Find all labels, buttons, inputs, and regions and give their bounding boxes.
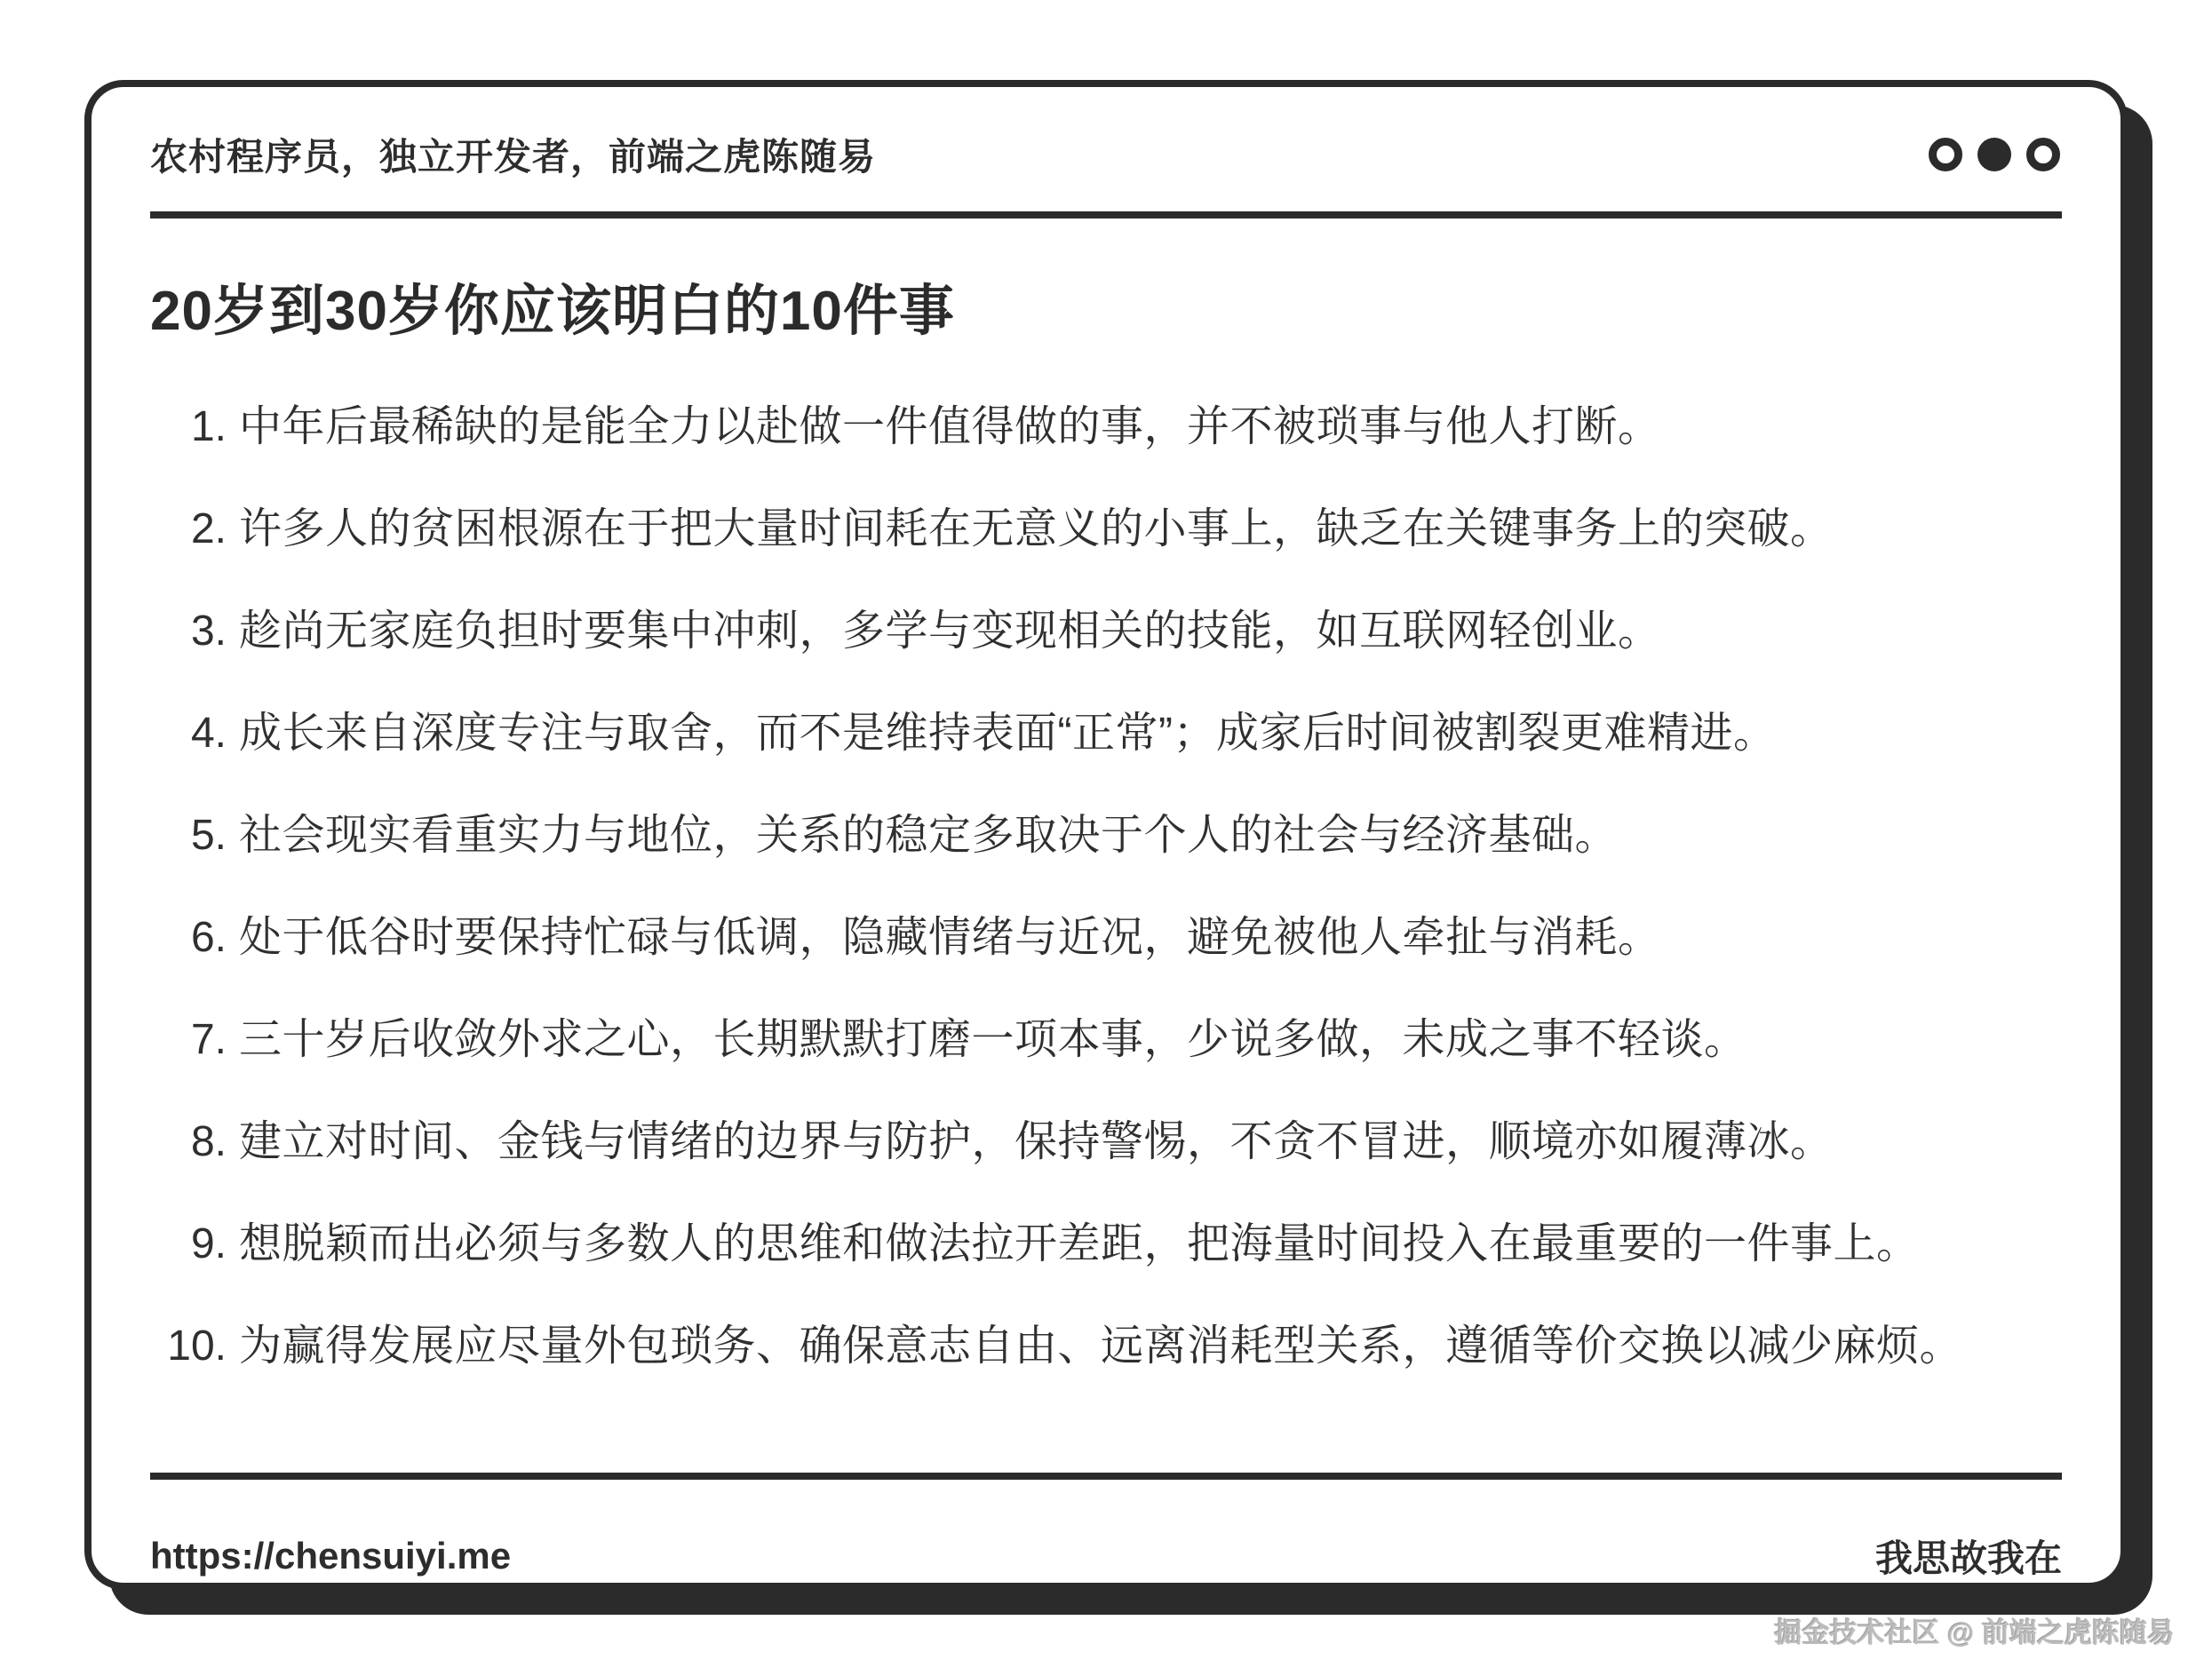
header-divider [150,211,2062,218]
list-item-number: 2. [190,505,227,552]
window-dot-outline-right-icon [2026,138,2060,171]
list-item-number: 6. [190,914,227,961]
list-item [150,1209,2062,1270]
list-item-text: 三十岁后收敛外求之心，长期默默打磨一项本事，少说多做，未成之事不轻谈。 [239,1016,1747,1063]
list-item-number: 9. [190,1220,227,1267]
list-item [150,1107,2062,1168]
website-url: https://chensuiyi.me [150,1535,512,1577]
list-item-number: 5. [190,812,227,859]
page-title: 20岁到30岁你应该明白的10件事 [150,281,955,342]
list-item-text: 成长来自深度专注与取舍，而不是维持表面“正常”；成家后时间被割裂更难精进。 [239,710,1777,757]
list-item [150,1311,2062,1372]
footer-divider [150,1473,2062,1480]
list-item-text: 社会现实看重实力与地位，关系的稳定多取决于个人的社会与经济基础。 [239,812,1619,859]
list-item [150,596,2062,657]
card-footer [150,1529,2062,1583]
window-dots [1929,138,2060,171]
list-item [150,494,2062,555]
footer-motto: 我思故我在 [1874,1537,2062,1579]
list-item [150,698,2062,759]
card-header [150,128,2062,181]
list-item-number: 8. [190,1118,227,1165]
list-item-text: 建立对时间、金钱与情绪的边界与防护，保持警惕，不贪不冒进，顺境亦如履薄冰。 [239,1118,1834,1165]
list-item-text: 中年后最稀缺的是能全力以赴做一件值得做的事，并不被琐事与他人打断。 [239,403,1661,450]
list-item-text: 趁尚无家庭负担时要集中冲刺，多学与变现相关的技能，如互联网轻创业。 [239,608,1661,655]
list-item [150,800,2062,862]
content-card [84,80,2128,1590]
list-item [150,1005,2062,1066]
watermark-text: 掘金技术社区 @ 前端之虎陈随易 [1774,1617,2175,1648]
list-item-text: 为赢得发展应尽量外包琐务、确保意志自由、远离消耗型关系，遵循等价交换以减少麻烦。 [239,1322,1963,1370]
list-item-text: 许多人的贫困根源在于把大量时间耗在无意义的小事上，缺乏在关键事务上的突破。 [239,505,1834,552]
list-item-number: 4. [190,710,227,757]
list-item-number: 1. [190,403,227,450]
list-item-text: 处于低谷时要保持忙碌与低调，隐藏情绪与近况，避免被他人牵扯与消耗。 [239,914,1661,961]
list-item-text: 想脱颖而出必须与多数人的思维和做法拉开差距，把海量时间投入在最重要的一件事上。 [239,1220,1920,1267]
list-item [150,902,2062,964]
list-item-number: 10. [167,1322,227,1370]
list-item-number: 7. [190,1016,227,1063]
advice-list [150,392,2062,1467]
window-dot-outline-left-icon [1929,138,1962,171]
list-item-number: 3. [190,608,227,655]
window-dot-filled-icon [1977,138,2011,171]
brand-text: 农村程序员，独立开发者，前端之虎陈随易 [150,136,877,178]
list-item [150,392,2062,453]
